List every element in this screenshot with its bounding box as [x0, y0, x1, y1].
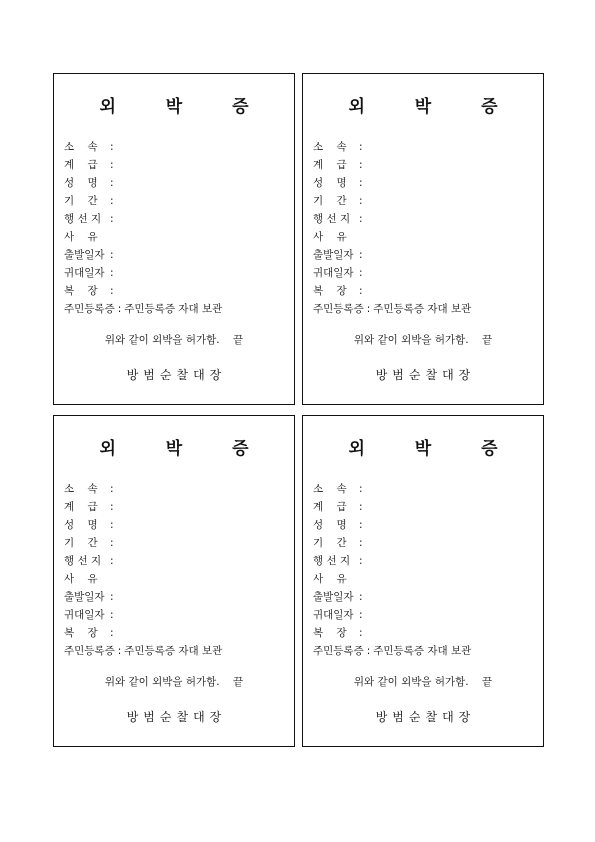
field-id-card [64, 300, 290, 318]
field-label: 소 속 [64, 483, 98, 495]
field-label: 행 선 지 [64, 555, 102, 567]
pass-field-list [64, 480, 290, 660]
field-return-date [64, 264, 290, 282]
field-value: 주민등록증 자대 보관 [124, 645, 223, 657]
field-label: 성 명 [313, 519, 347, 531]
field-label: 사 유 [313, 573, 347, 585]
field-label: 복 장 [64, 285, 98, 297]
field-label: 주민등록증 [313, 645, 364, 657]
pass-field-list [64, 138, 290, 318]
field-value: 주민등록증 자대 보관 [373, 645, 472, 657]
field-id-card [313, 642, 539, 660]
field-label: 기 간 [64, 195, 98, 207]
field-separator: : [359, 519, 363, 531]
field-label: 주민등록증 [64, 303, 115, 315]
field-destination [313, 552, 539, 570]
field-separator: : [359, 627, 363, 639]
permission-statement: 위와 같이 외박을 허가함. 끝 [104, 334, 244, 346]
field-name [64, 174, 290, 192]
field-separator: : [110, 609, 114, 621]
field-separator: : [359, 213, 363, 225]
permission-statement: 위와 같이 외박을 허가함. 끝 [353, 334, 493, 346]
field-period [64, 534, 290, 552]
pass-title: 외 박 증 [348, 97, 520, 117]
field-label: 계 급 [313, 501, 347, 513]
field-separator: : [110, 519, 114, 531]
pass-card-4 [302, 415, 544, 747]
field-label: 행 선 지 [313, 213, 351, 225]
field-id-card [64, 642, 290, 660]
field-label: 계 급 [64, 159, 98, 171]
field-separator: : [359, 609, 363, 621]
field-destination [313, 210, 539, 228]
field-name [313, 516, 539, 534]
field-separator: : [359, 285, 363, 297]
field-label: 사 유 [313, 231, 347, 243]
field-separator: : [110, 249, 114, 261]
field-reason [64, 228, 290, 246]
field-separator: : [110, 591, 114, 603]
field-label: 복 장 [313, 627, 347, 639]
field-separator: : [366, 303, 371, 315]
field-name [313, 174, 539, 192]
field-separator: : [110, 177, 114, 189]
field-label: 행 선 지 [64, 213, 102, 225]
field-separator: : [110, 141, 114, 153]
issuer-signature: 방범순찰대장 [375, 710, 476, 724]
field-departure-date [313, 588, 539, 606]
field-label: 귀대일자 [64, 267, 105, 279]
pass-card-2 [302, 73, 544, 405]
field-reason [64, 570, 290, 588]
field-label: 소 속 [313, 483, 347, 495]
field-affiliation [64, 480, 290, 498]
field-separator: : [110, 501, 114, 513]
field-separator: : [110, 285, 114, 297]
pass-field-list [313, 480, 539, 660]
field-label: 사 유 [64, 573, 98, 585]
issuer-signature: 방범순찰대장 [126, 710, 227, 724]
pass-card-3 [53, 415, 295, 747]
field-label: 행 선 지 [313, 555, 351, 567]
field-label: 기 간 [313, 195, 347, 207]
field-separator: : [359, 177, 363, 189]
field-departure-date [64, 246, 290, 264]
field-label: 출발일자 [64, 249, 105, 261]
field-label: 주민등록증 [64, 645, 115, 657]
field-label: 소 속 [313, 141, 347, 153]
field-separator: : [366, 645, 371, 657]
field-label: 계 급 [313, 159, 347, 171]
pass-title: 외 박 증 [99, 439, 271, 459]
field-label: 출발일자 [313, 591, 354, 603]
field-label: 출발일자 [64, 591, 105, 603]
field-value: 주민등록증 자대 보관 [124, 303, 223, 315]
field-reason [313, 228, 539, 246]
field-label: 출발일자 [313, 249, 354, 261]
field-rank [64, 498, 290, 516]
permission-statement: 위와 같이 외박을 허가함. 끝 [353, 676, 493, 688]
field-label: 기 간 [313, 537, 347, 549]
field-separator: : [110, 627, 114, 639]
field-destination [64, 552, 290, 570]
field-period [64, 192, 290, 210]
field-separator: : [359, 141, 363, 153]
issuer-signature: 방범순찰대장 [126, 368, 227, 382]
field-rank [313, 498, 539, 516]
field-separator: : [110, 537, 114, 549]
field-separator: : [359, 249, 363, 261]
field-rank [313, 156, 539, 174]
field-separator: : [110, 195, 114, 207]
field-value: 주민등록증 자대 보관 [373, 303, 472, 315]
field-attire [313, 282, 539, 300]
field-separator: : [110, 483, 114, 495]
pass-title: 외 박 증 [348, 439, 520, 459]
field-id-card [313, 300, 539, 318]
field-label: 귀대일자 [313, 267, 354, 279]
field-separator: : [359, 591, 363, 603]
field-label: 귀대일자 [313, 609, 354, 621]
pass-field-list [313, 138, 539, 318]
field-separator: : [110, 213, 114, 225]
field-label: 성 명 [313, 177, 347, 189]
field-affiliation [64, 138, 290, 156]
field-separator: : [117, 645, 122, 657]
field-period [313, 534, 539, 552]
pass-card-1 [53, 73, 295, 405]
field-attire [313, 624, 539, 642]
field-attire [64, 624, 290, 642]
field-rank [64, 156, 290, 174]
field-separator: : [359, 195, 363, 207]
field-label: 복 장 [313, 285, 347, 297]
field-affiliation [313, 138, 539, 156]
field-label: 소 속 [64, 141, 98, 153]
issuer-signature: 방범순찰대장 [375, 368, 476, 382]
field-separator: : [117, 303, 122, 315]
field-separator: : [359, 159, 363, 171]
field-separator: : [359, 267, 363, 279]
field-destination [64, 210, 290, 228]
field-separator: : [110, 267, 114, 279]
field-separator: : [110, 159, 114, 171]
permission-statement: 위와 같이 외박을 허가함. 끝 [104, 676, 244, 688]
field-period [313, 192, 539, 210]
field-departure-date [64, 588, 290, 606]
field-return-date [313, 264, 539, 282]
field-separator: : [359, 483, 363, 495]
field-label: 기 간 [64, 537, 98, 549]
field-return-date [64, 606, 290, 624]
pass-title: 외 박 증 [99, 97, 271, 117]
field-separator: : [359, 537, 363, 549]
field-return-date [313, 606, 539, 624]
field-label: 귀대일자 [64, 609, 105, 621]
field-label: 사 유 [64, 231, 98, 243]
field-name [64, 516, 290, 534]
field-label: 계 급 [64, 501, 98, 513]
field-label: 성 명 [64, 519, 98, 531]
field-attire [64, 282, 290, 300]
field-separator: : [359, 501, 363, 513]
field-affiliation [313, 480, 539, 498]
field-separator: : [359, 555, 363, 567]
field-label: 성 명 [64, 177, 98, 189]
field-departure-date [313, 246, 539, 264]
field-label: 복 장 [64, 627, 98, 639]
field-label: 주민등록증 [313, 303, 364, 315]
field-reason [313, 570, 539, 588]
field-separator: : [110, 555, 114, 567]
